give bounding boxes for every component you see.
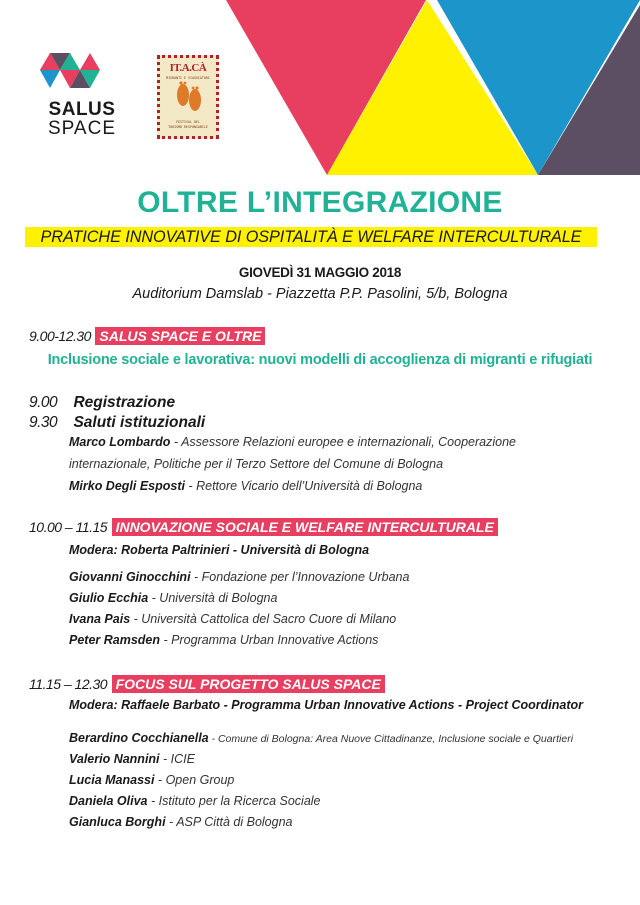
agenda-item-time: 9.30 [29,414,58,431]
session-time: 10.00 – 11.15 [29,519,108,535]
salus-logo-text-space: SPACE [47,118,116,139]
speaker-role: Fondazione per l’Innovazione Urbana [201,570,410,584]
speaker-line [69,731,573,745]
agenda-item-time: 9.00 [29,394,58,411]
speaker-line-continued [69,457,443,471]
speaker-role: Università Cattolica del Sacro Cuore di Milano [141,612,397,626]
footprints-icon [172,81,206,117]
speaker-separator: - [160,633,172,647]
agenda-item-label: Registrazione [73,394,176,411]
speaker-name: Giovanni Ginocchini [69,570,191,584]
session-header-3 [29,675,385,694]
speaker-line [69,773,234,787]
speaker-role: Rettore Vicario dell’Università di Bologna [196,479,423,493]
speaker-name: Daniela Oliva [69,794,148,808]
event-venue: Auditorium Damslab - Piazzetta P.P. Pasolini, 5/b, Bologna [132,286,508,302]
speaker-name: Peter Ramsden [69,633,161,647]
itaca-logo [157,55,219,139]
agenda-item-label: Saluti istituzionali [73,414,206,431]
speaker-name: Mirko Degli Esposti [69,479,185,493]
event-subtitle-highlight [25,227,597,247]
salus-space-logo [40,48,124,138]
speaker-role-continued: internazionale, Politiche per il Terzo Settore del Comune di Bologna [69,457,444,471]
speaker-line [69,815,292,829]
speaker-role: Università di Bologna [159,591,278,605]
session-moderator: Modera: Roberta Paltrinieri - Università di Bologna [69,543,370,557]
itaca-logo-title: IT.A.CÀ [169,62,207,74]
speaker-separator: - [147,794,159,808]
speaker-separator: - [154,773,166,787]
speaker-separator: - [208,733,218,745]
speaker-separator: - [190,570,202,584]
speaker-role: ICIE [170,752,195,766]
speaker-separator: - [170,435,182,449]
speaker-name: Ivana Pais [69,612,131,626]
speaker-name: Gianluca Borghi [69,815,166,829]
speaker-role: ASP Città di Bologna [176,815,293,829]
agenda-item [29,414,205,432]
speaker-separator: - [130,612,142,626]
speaker-line [69,633,378,647]
session-header-2 [29,518,498,537]
speaker-name: Giulio Ecchia [69,591,149,605]
itaca-logo-tagline: MIGRANTI E VIAGGIATORI [166,76,210,80]
event-subtitle: PRATICHE INNOVATIVE DI OSPITALITÀ E WELFARE INTERCULTURALE [40,228,582,246]
itaca-logo-footer-2: TURISMO RESPONSABILE [168,125,208,129]
speaker-role: Assessore Relazioni europee e internazionali, Cooperazione [181,435,516,449]
session-header-1 [29,327,265,346]
speaker-line [69,794,321,808]
speaker-line [69,591,277,605]
speaker-name: Berardino Cocchianella [69,731,209,745]
speaker-role: Open Group [165,773,235,787]
session-badge: SALUS SPACE E OLTRE [95,327,265,345]
event-title: OLTRE L’INTEGRAZIONE [137,186,503,219]
speaker-line [69,570,409,584]
speaker-line [69,752,195,766]
speaker-role: Comune di Bologna: Area Nuove Cittadinanze, Inclusione sociale e Quartieri [217,733,574,745]
salus-space-logo-mark [40,48,124,93]
event-date: GIOVEDÌ 31 MAGGIO 2018 [238,265,402,280]
session-time: 11.15 – 12.30 [29,676,108,692]
session-badge: INNOVAZIONE SOCIALE E WELFARE INTERCULTURALE [112,518,498,536]
session-subtitle: Inclusione sociale e lavorativa: nuovi modelli di accoglienza di migranti e rifugiati [47,352,593,368]
speaker-separator: - [148,591,160,605]
speaker-name: Lucia Manassi [69,773,155,787]
session-moderator: Modera: Raffaele Barbato - Programma Urban Innovative Actions - Project Coordinator [69,698,583,712]
speaker-role: Programma Urban Innovative Actions [171,633,379,647]
speaker-separator: - [165,815,177,829]
speaker-name: Marco Lombardo [69,435,171,449]
session-badge: FOCUS SUL PROGETTO SALUS SPACE [112,675,385,693]
speaker-line [69,435,516,449]
speaker-name: Valerio Nannini [69,752,160,766]
speaker-separator: - [185,479,197,493]
salus-logo-text-salus: SALUS [48,99,116,120]
speaker-line [69,479,422,493]
session-time: 9.00-12.30 [29,328,91,344]
speaker-line [69,612,396,626]
itaca-logo-footer-1: FESTIVAL DEL [176,120,200,124]
speaker-role: Istituto per la Ricerca Sociale [158,794,321,808]
agenda-item [29,394,175,412]
speaker-separator: - [159,752,171,766]
